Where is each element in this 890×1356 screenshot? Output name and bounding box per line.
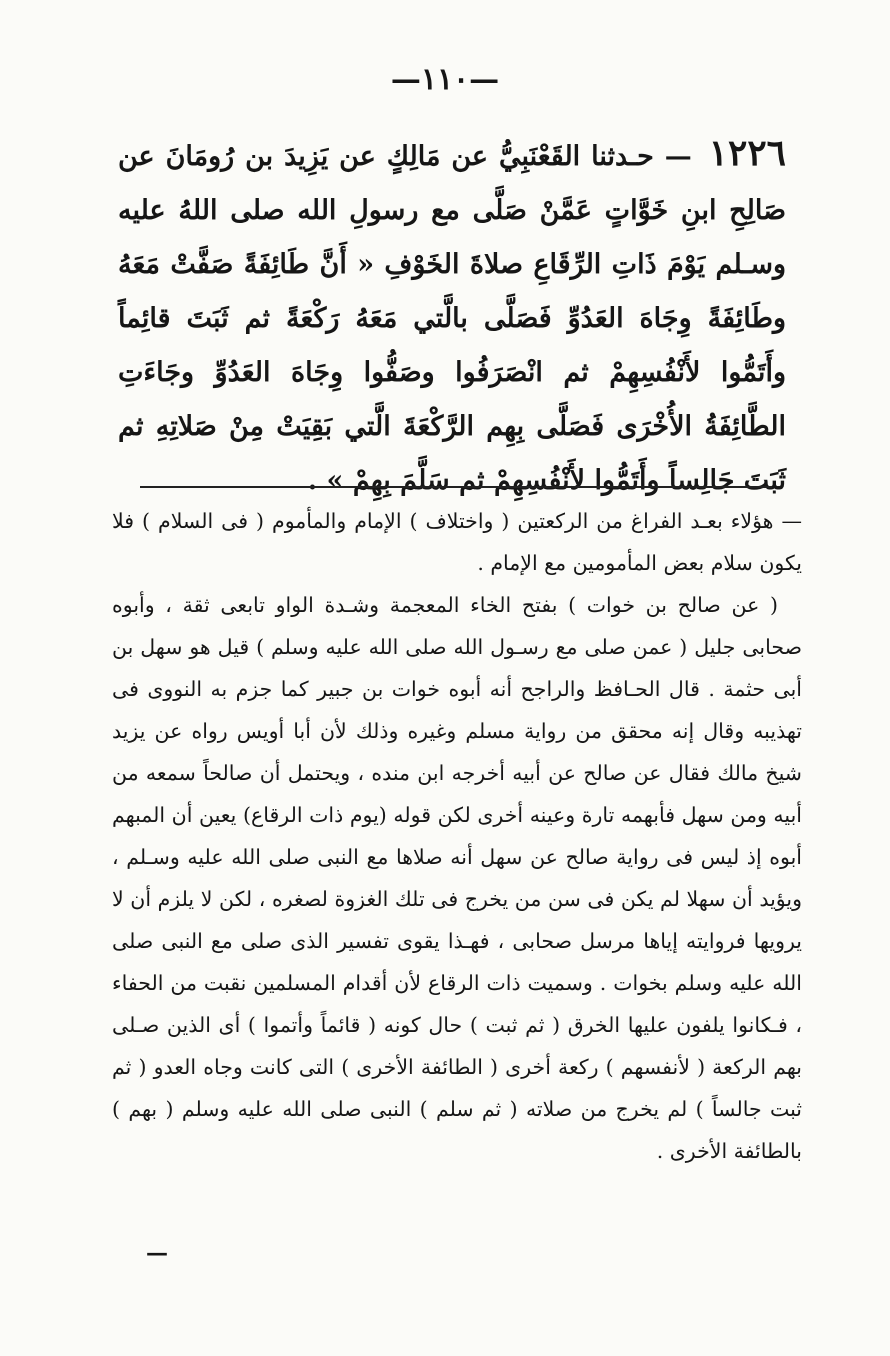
hadith-text: — حـدثنا القَعْنَبِيُّ عن مَالِكٍ عن يَزِيدَ بن رُومَانَ عن صَالِحِ ابنِ خَوَّاتٍ عَمَّنْ صَلَّى مع رسولِ الله صلى اللهُ عليه وسـلم يَوْمَ ذَاتِ الرِّقَاعِ صلاةَ الخَوْفِ « أَنَّ طَائِفَةً صَفَّتْ مَعَهُ وطَائِفَةً وِجَاهَ العَدُوِّ فَصَلَّى بالَّتي مَعَهُ رَكْعَةً ثم ثَبَتَ قائِماً وأَتَمُّوا لأَنْفُسِهِمْ ثم انْصَرَفُوا وصَفُّوا وِجَاهَ العَدُوِّ وجَاءَتِ الطَّائِفَةُ الأُخْرَى فَصَلَّى بِهِم الرَّكْعَةَ الَّتي بَقِيَتْ مِنْ صَلاتِهِ ثم ثَبَتَ جَالِساً وأَتَمُّوا لأَنْفُسِهِمْ ثم سَلَّمَ بِهِمْ » . (118, 141, 786, 496)
commentary-block (112, 500, 802, 1172)
hadith-text-block (118, 126, 786, 508)
hadith-number: ١٢٢٦ (708, 132, 786, 174)
page-number: —١١٠— (390, 62, 500, 97)
commentary-paragraph: ( عن صالح بن خوات ) بفتح الخاء المعجمة وشـدة الواو تابعى ثقة ، وأبوه صحابى جليل ( عمن صلى مع رسـول الله صلى الله عليه وسلم ) قيل هو سهل بن أبى حثمة . قال الحـافظ والراجح أنه أبوه خوات بن جبير كما جزم به النووى فى تهذيبه وقال إنه محقق من رواية مسلم وغيره وذلك لأن أبا أويس رواه عن يزيد شيخ مالك فقال عن صالح عن أبيه أخرجه ابن منده ، ويحتمل أن صالحاً سمعه من أبيه ومن سهل فأبهمه تارة وعينه أخرى لكن قوله (يوم ذات الرقاع) يعين أن المبهم أبوه إذ ليس فى رواية صالح عن سهل أنه صلاها مع النبى صلى الله عليه وسـلم ، ويؤيد أن سهلا لم يكن فى سن من يخرج فى تلك الغزوة لصغره ، لكن لا يلزم أن لا يرويها فروايته إياها مرسل صحابى ، فهـذا يقوى تفسير الذى صلى مع النبى صلى الله عليه وسلم بخوات . وسميت ذات الرقاع لأن أقدام المسلمين نقبت من الحفاء ، فـكانوا يلفون عليها الخرق ( ثم ثبت ) حال كونه ( قائماً وأتموا ) أى الذين صـلى بهم الركعة ( لأنفسهم ) ركعة أخرى ( الطائفة الأخرى ) التى كانت وجاه العدو ( ثم ثبت جالساً ) لم يخرج من صلاته ( ثم سلم ) النبى صلى الله عليه وسلم ( بهم ) بالطائفة الأخرى . (112, 593, 802, 1163)
continuation-mark: — (146, 1240, 168, 1266)
commentary-paragraph: — هؤلاء بعـد الفراغ من الركعتين ( واختلاف ) الإمام والمأموم ( فى السلام ) فلا يكون سلام بعض المأمومين مع الإمام . (112, 509, 802, 575)
footnote-divider (140, 486, 772, 488)
